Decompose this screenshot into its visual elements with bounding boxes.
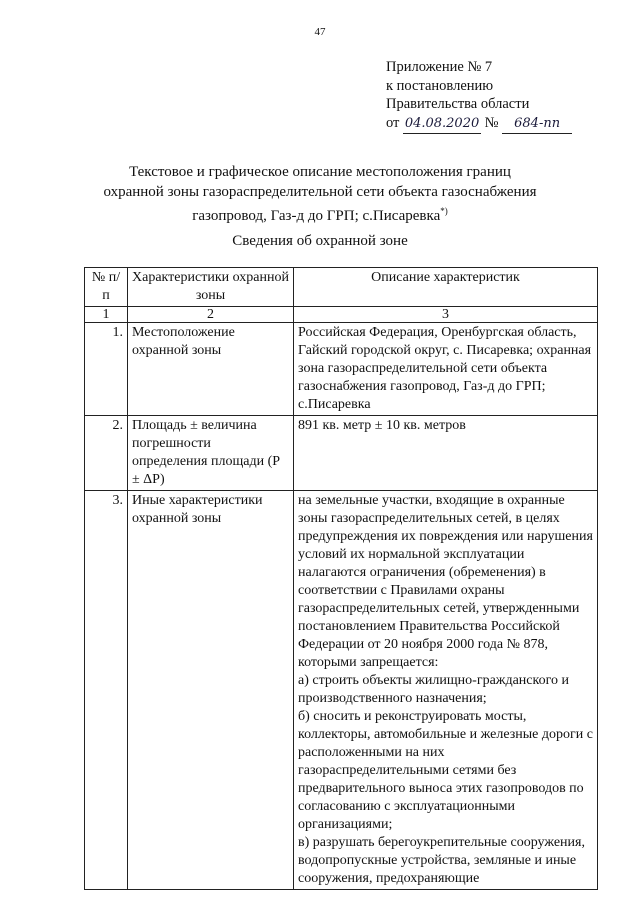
row-characteristic: Иные характеристики охранной зоны (128, 491, 294, 890)
header-characteristics: Характеристики охранной зоны (128, 268, 294, 307)
title-line-3 (0, 202, 640, 227)
index-cell: 2 (128, 307, 294, 323)
protection-zone-table (84, 267, 598, 890)
appendix-line-3: Правительства области (386, 96, 530, 112)
table-row (85, 416, 598, 491)
footnote-mark: *) (440, 206, 448, 216)
table-header-row (85, 268, 598, 307)
title-line-3-text: газопровод, Газ-д до ГРП; с.Писаревка (192, 208, 441, 224)
appendix-line-1: Приложение № 7 (386, 59, 493, 75)
section-subtitle: Сведения об охранной зоне (232, 233, 408, 249)
appendix-no-sign: № (484, 114, 499, 131)
title-line-2: охранной зоны газораспределительной сети объекта газоснабжения (103, 183, 537, 200)
header-description: Описание характеристик (294, 268, 598, 307)
row-description: 891 кв. метр ± 10 кв. метров (294, 416, 598, 491)
row-number: 2. (85, 416, 128, 491)
row-description: Российская Федерация, Оренбургская область, Гайский городской округ, с. Писаревка; охранная зона газораспределительной сети объекта газоснабжения газопровод, Газ-д до ГРП; с.Писаревка (294, 323, 598, 416)
row-characteristic: Площадь ± величина погрешности определения площади (P ± ΔP) (128, 416, 294, 491)
document-title (0, 163, 640, 227)
header-num: № п/п (85, 268, 128, 307)
row-number: 1. (85, 323, 128, 416)
appendix-date: 04.08.2020 (403, 115, 481, 135)
restriction-item: б) сносить и реконструировать мосты, коллекторы, автомобильные и железные дороги с расположенными на них газораспределительными сетями без предварительного выноса этих газопроводов по согласованию с эксплуатационными организациями; (298, 709, 593, 832)
table-row (85, 323, 598, 416)
restriction-item: а) строить объекты жилищно-гражданского и производственного назначения; (298, 673, 569, 706)
row-description (294, 491, 598, 890)
appendix-line-2: к постановлению (386, 77, 494, 94)
row-characteristic: Местоположение охранной зоны (128, 323, 294, 416)
title-line-1: Текстовое и графическое описание местоположения границ (129, 164, 511, 180)
index-cell: 1 (85, 307, 128, 323)
index-cell: 3 (294, 307, 598, 323)
appendix-number: 684-пп (502, 115, 572, 135)
page-number: 47 (314, 26, 326, 38)
row-number: 3. (85, 491, 128, 890)
appendix-date-line (386, 114, 572, 135)
restriction-item: в) разрушать берегоукрепительные сооружения, водопропускные устройства, земляные и иные сооружения, предохраняющие (298, 835, 585, 886)
appendix-from: от (386, 114, 400, 131)
appendix-block (386, 58, 572, 134)
table-row (85, 491, 598, 890)
row-description-text: на земельные участки, входящие в охранные зоны газораспределительных сетей, в целях предупреждения их повреждения или нарушения условий их нормальной эксплуатации налагаются ограничения (обременения) в соответствии с Правилами охраны газораспределительных сетей, утвержденными постановлением Правительства Российской Федерации от 20 ноября 2000 года № 878, которыми запрещается: (298, 493, 593, 670)
table-index-row (85, 307, 598, 323)
